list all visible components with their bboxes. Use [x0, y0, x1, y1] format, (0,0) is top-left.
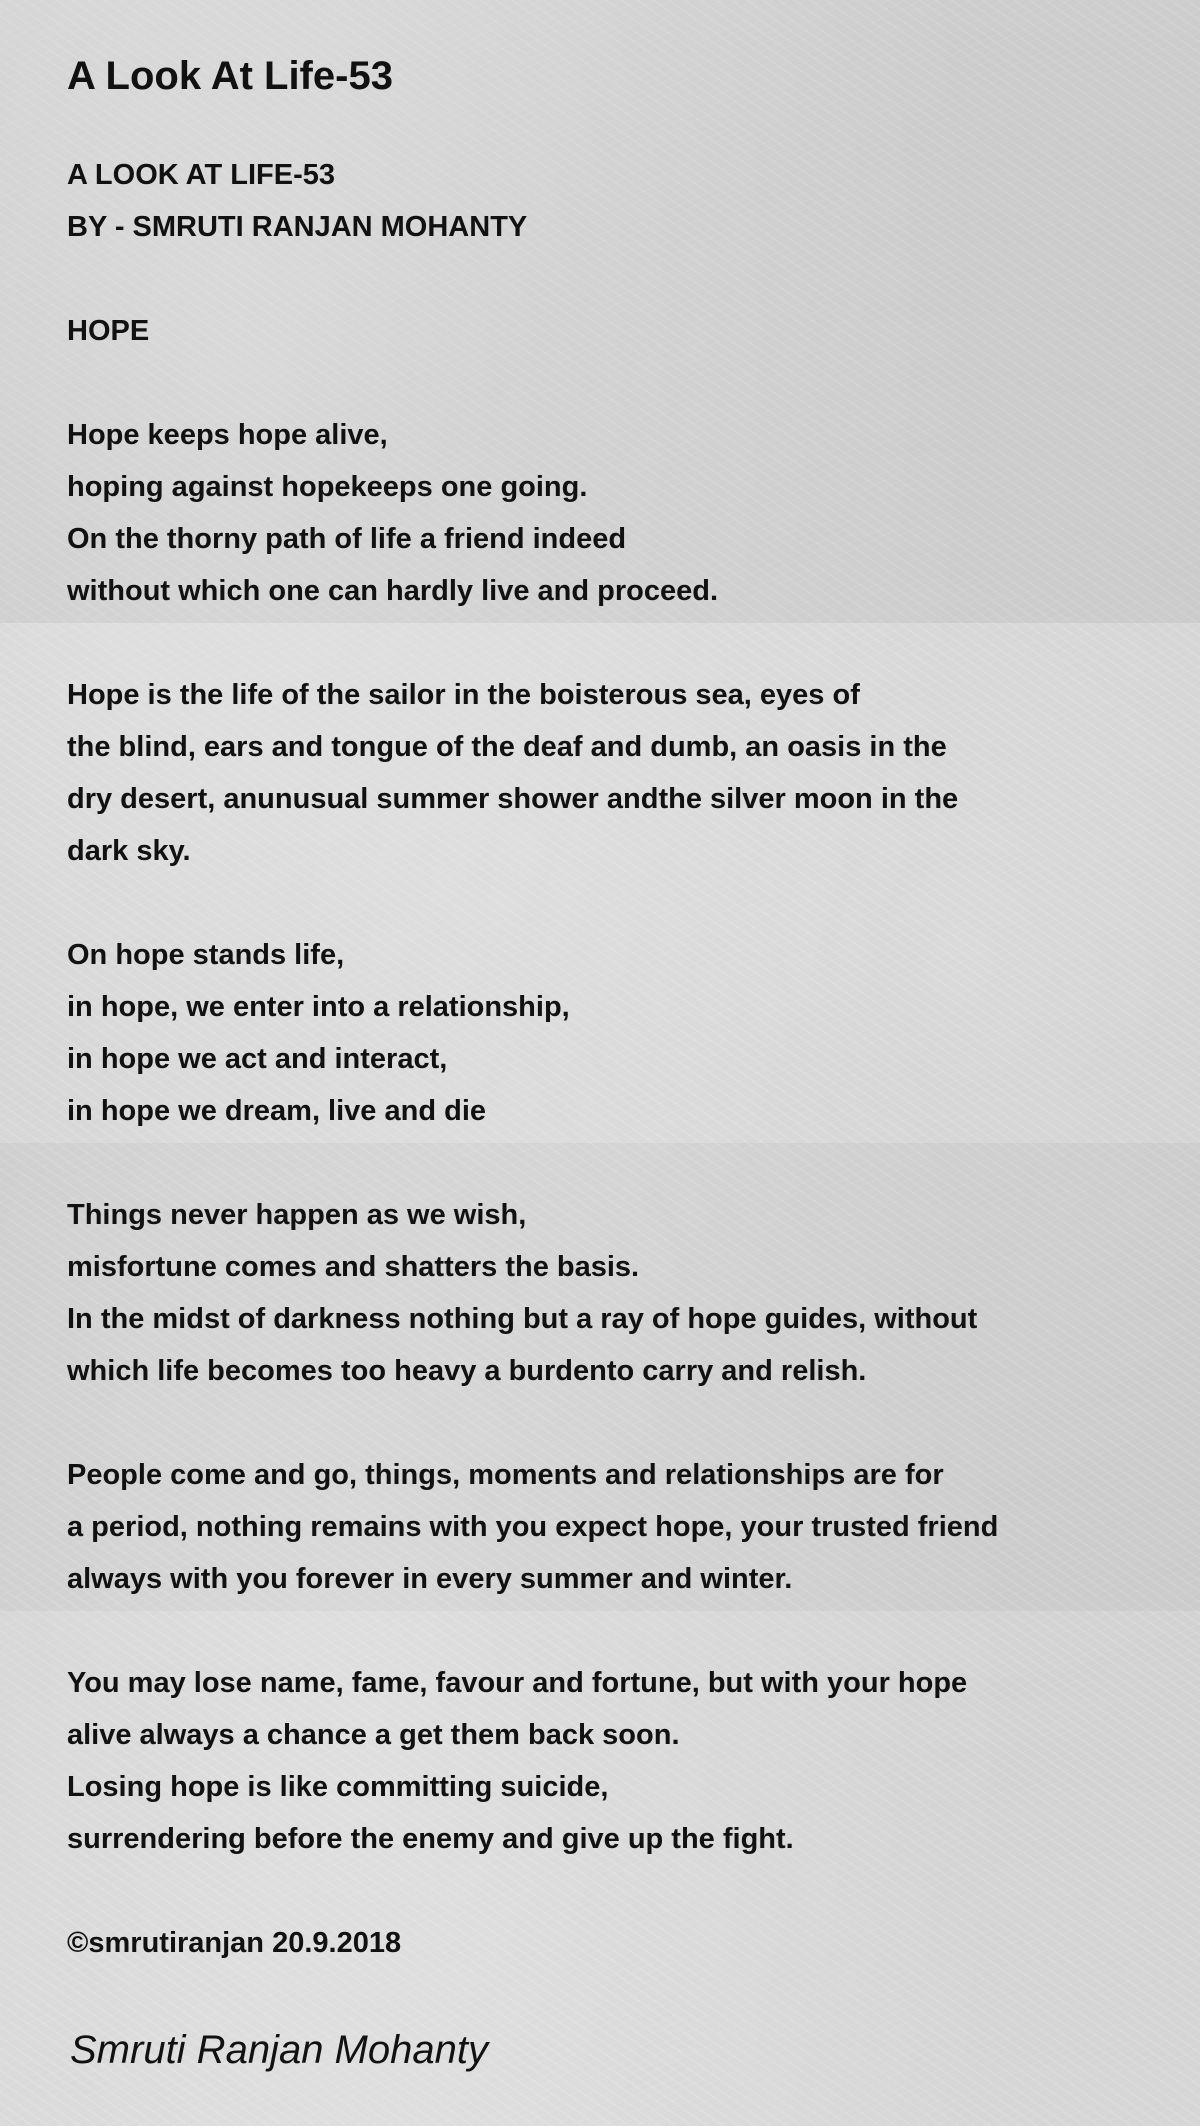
- page-title: A Look At Life-53: [67, 54, 393, 98]
- spacer: [67, 877, 1147, 929]
- poem-line: without which one can hardly live and proceed.: [67, 575, 718, 607]
- poem-line: in hope, we enter into a relationship,: [67, 991, 570, 1023]
- poem-line: the blind, ears and tongue of the deaf and dumb, an oasis in the: [67, 731, 947, 763]
- poem-line: Hope keeps hope alive,: [67, 419, 388, 451]
- poem-line: in hope we dream, live and die: [67, 1095, 486, 1127]
- author-name: Smruti Ranjan Mohanty: [70, 2028, 488, 2072]
- poem-byline: BY - SMRUTI RANJAN MOHANTY: [67, 211, 528, 243]
- poem-line: hoping against hopekeeps one going.: [67, 471, 588, 503]
- poem-line: misfortune comes and shatters the basis.: [67, 1251, 640, 1283]
- poem-line: Losing hope is like committing suicide,: [67, 1771, 609, 1803]
- poem-line: In the midst of darkness nothing but a ray of hope guides, without: [67, 1303, 978, 1335]
- spacer: [67, 1605, 1147, 1657]
- spacer: [67, 1865, 1147, 1917]
- poem-line: which life becomes too heavy a burdento carry and relish.: [67, 1355, 867, 1387]
- spacer: [67, 357, 1147, 409]
- poem-body: [67, 149, 1147, 1969]
- stanza: [67, 1449, 1147, 1605]
- spacer: [67, 1397, 1147, 1449]
- stanza: [67, 669, 1147, 877]
- poem-header-title: A LOOK AT LIFE-53: [67, 159, 335, 191]
- spacer: [67, 253, 1147, 305]
- poem-heading: HOPE: [67, 315, 150, 347]
- poem-line: On hope stands life,: [67, 939, 345, 971]
- poem-line: always with you forever in every summer and winter.: [67, 1563, 793, 1595]
- poem-line: alive always a chance a get them back soon.: [67, 1719, 680, 1751]
- spacer: [67, 617, 1147, 669]
- poem-line: You may lose name, fame, favour and fortune, but with your hope: [67, 1667, 968, 1699]
- poem-line: a period, nothing remains with you expect hope, your trusted friend: [67, 1511, 999, 1543]
- poem-line: Hope is the life of the sailor in the boisterous sea, eyes of: [67, 679, 860, 711]
- stanza: [67, 929, 1147, 1137]
- stanza: [67, 409, 1147, 617]
- stanza: [67, 1189, 1147, 1397]
- poem-line: dry desert, anunusual summer shower andthe silver moon in the: [67, 783, 959, 815]
- poem-line: dark sky.: [67, 835, 191, 867]
- poem-line: Things never happen as we wish,: [67, 1199, 527, 1231]
- stanza: [67, 1657, 1147, 1865]
- poem-line: On the thorny path of life a friend indeed: [67, 523, 627, 555]
- poem-line: in hope we act and interact,: [67, 1043, 448, 1075]
- spacer: [67, 1137, 1147, 1189]
- copyright-line: ©smrutiranjan 20.9.2018: [67, 1927, 402, 1959]
- poem-line: People come and go, things, moments and relationships are for: [67, 1459, 944, 1491]
- poem-line: surrendering before the enemy and give up the fight.: [67, 1823, 794, 1855]
